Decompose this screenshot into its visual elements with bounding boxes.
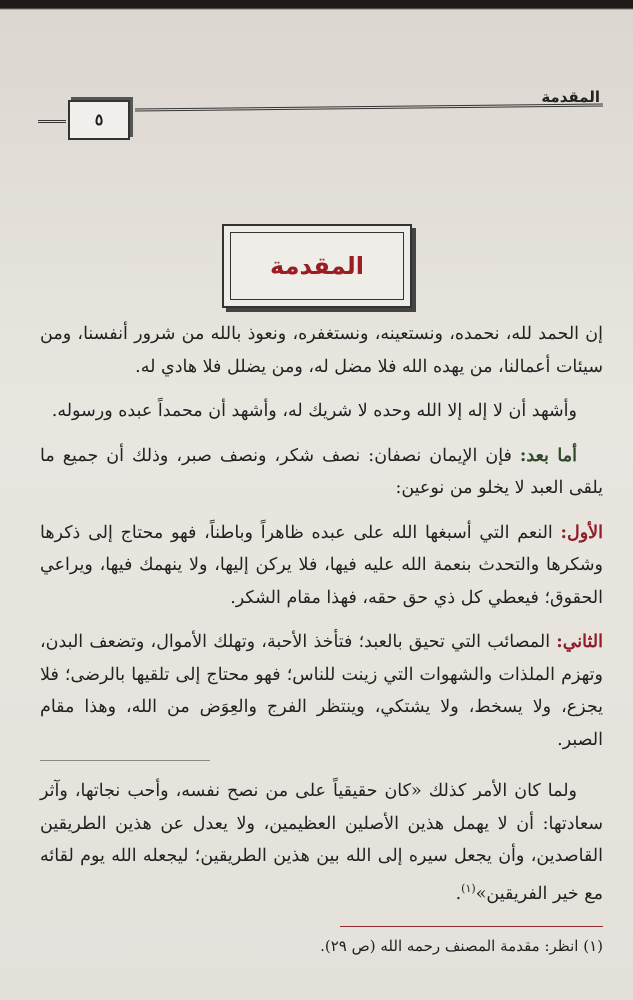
body-text	[40, 318, 603, 922]
page-number: ٥	[68, 100, 130, 140]
footnote-marker: (١)	[583, 937, 603, 955]
paragraph: أما بعد: فإن الإيمان نصفان: نصف شكر، ونصف صبر، وذلك أن جميع ما يلقى العبد لا يخلو من نوعين:	[40, 445, 603, 498]
lead-word: أما بعد:	[519, 445, 578, 466]
paragraph: الأول: النعم التي أسبغها الله على عبده ظاهراً وباطناً، فهو محتاج إلى ذكرها وشكرها والتحدث بنعمة الله عليه فيها، فلا يركن إليها، ولا ينهمك فيها، ويراعي الحقوق؛ فيعطي كل ذي حق حقه، فهذا مقام الشكر.	[40, 522, 603, 608]
section-divider	[40, 760, 210, 761]
chapter-title: المقدمة	[270, 252, 364, 280]
paragraph: إن الحمد لله، نحمده، ونستعينه، ونستغفره، ونعوذ بالله من شرور أنفسنا، ومن سيئات أعمالنا، من يهده الله فلا مضل له، ومن يضلل فلا هادي له.	[40, 324, 603, 377]
footnote-rule	[340, 926, 603, 927]
footnote-ref[interactable]: (١)	[461, 881, 476, 895]
paragraph: ولما كان الأمر كذلك «كان حقيقياً على من نصح نفسه، وأحب نجاتها، وآثر سعادتها: أن لا يهمل هذين الأصلين العظيمين، ولا يعدل عن هذين الطريقين القاصدين، وأن يجعل سيره إلى الله بين هذين الطريقين؛ ليجعله الله يوم لقائه مع خير الفريقين»$^{(١)}$.	[40, 781, 603, 904]
header-rule	[135, 104, 603, 112]
paragraph: الثاني: المصائب التي تحيق بالعبد؛ فتأخذ الأحبة، وتهلك الأموال، وتضعف البدن، وتهزم الملذات والشهوات التي زينت للناس؛ فهو محتاج إلى تلقيها بالرضى؛ فلا يجزع، ولا يسخط، ولا يشتكي، وينتظر الفرج والعِوَض من الله، وهذا مقام الصبر.	[40, 632, 603, 750]
header-rule-short	[38, 120, 66, 123]
chapter-title-frame	[222, 224, 412, 308]
paragraph: وأشهد أن لا إله إلا الله وحده لا شريك له، وأشهد أن محمداً عبده ورسوله.	[51, 401, 577, 421]
lead-word: الأول:	[560, 522, 603, 543]
lead-word: الثاني:	[556, 632, 603, 652]
running-header: المقدمة	[541, 88, 600, 106]
footnote	[40, 937, 603, 955]
footnote-text: انظر: مقدمة المصنف رحمه الله (ص ٢٩).	[320, 937, 579, 955]
